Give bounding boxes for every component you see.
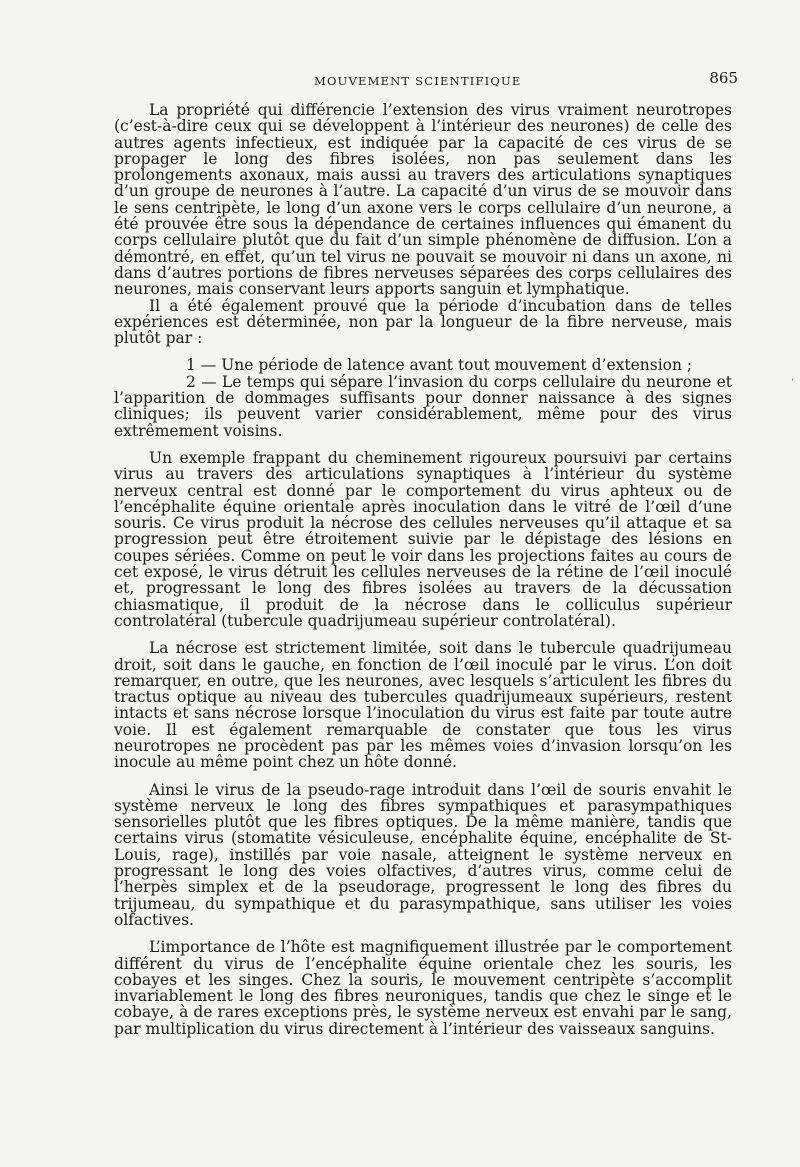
page [114, 0, 738, 1038]
paragraph: Ainsi le virus de la pseudo-rage introduit dans l’œil de souris envahit le système nerveux le long des fibres sympathiques et parasympathiques sensorielles plutôt que les fibres optiques. De la même manière, tandis que certains virus (stomatite vésiculeuse, encéphalite équine, encéphalite de St-Louis, rage), instillés par voie nasale, atteignent le système nerveux en progressant le long des voies olfactives, d’autres virus, comme celui de l’herpès simplex et de la pseudorage, progressent le long des fibres du trijumeau, du sympathique et du parasympathique, sans utiliser les voies olfactives. [114, 780, 732, 929]
stray-mark: ‘ [791, 378, 794, 388]
list-item: 1 — Une période de latence avant tout mouvement d’extension ; [186, 356, 693, 375]
running-head: MOUVEMENT SCIENTIFIQUE [314, 74, 522, 88]
paragraph: L’importance de l’hôte est magnifiquement illustrée par le comportement différent du virus de l’encéphalite équine orientale chez les souris, les cobayes et les singes. Chez la souris, le mouvement centripète s’accomplit invariablement le long des fibres neuroniques, tandis que chez le singe et le cobaye, à de rares exceptions près, le système nerveux est envahi par le sang, par multiplication du virus directement à l’intérieur des vaisseaux sanguins. [114, 938, 732, 1038]
paragraph: La propriété qui différencie l’extension des virus vraiment neurotropes (c’est-à-dire ceux qui se développent à l’intérieur des neurones) de celle des autres agents infectieux, est indiquée par la capacité de ces virus de se propager le long des fibres isolées, non pas seulement dans les prolongements axonaux, mais aussi au travers des articulations synaptiques d’un groupe de neurones à l’autre. La capacité d’un virus de se mouvoir dans le sens centripète, le long d’un axone vers le corps cellulaire d’un neurone, a été prouvée être sous la dépendance de certaines influences qui émanent du corps cellulaire plutôt que du fait d’un simple phénomène de diffusion. L’on a démontré, en effet, qu’un tel virus ne pouvait se mouvoir ni dans un axone, ni dans d’autres portions de fibres nerveuses séparées des corps cellulaires des neurones, mais conservant leurs apports sanguin et lymphatique. [114, 101, 732, 299]
page-number: 865 [709, 69, 738, 87]
paragraph: La nécrose est strictement limitée, soit dans le tubercule quadrijumeau droit, soit dans le gauche, en fonction de l’œil inoculé par le virus. L’on doit remarquer, en outre, que les neurones, avec lesquels s’articulent les fibres du tractus optique au niveau des tubercules quadrijumeaux supérieurs, restent intacts et sans nécrose lorsque l’inoculation du virus est faite par toute autre voie. Il est également remarquable de constater que tous les virus neurotropes ne procèdent pas par les mêmes voies d’invasion lorsqu’on les inocule au même point chez un hôte donné. [114, 639, 732, 772]
body-text [114, 102, 732, 1037]
list-item: 2 — Le temps qui sépare l’invasion du corps cellulaire du neurone et l’apparition de dommages suffisants pour donner naissance à des signes cliniques; ils peuvent varier considérablement, même pour des virus extrêmement voisins. [114, 372, 732, 440]
page-header [114, 0, 738, 108]
paragraph: Il a été également prouvé que la période d’incubation dans de telles expériences est déterminée, non par la longueur de la fibre nerveuse, mais plutôt par : [114, 296, 732, 348]
paragraph: Un exemple frappant du cheminement rigoureux poursuivi par certains virus au travers des articulations synaptiques à l’intérieur du système nerveux central est donné par le comportement du virus aphteux ou de l’encéphalite équine orientale après inoculation dans le vitré de l’œil d’une souris. Ce virus produit la nécrose des cellules nerveuses qu’il attaque et sa progression peut être étroitement suivie par le dépistage des lésions en coupes sériées. Comme on peut le voir dans les projections faites au cours de cet exposé, le virus détruit les cellules nerveuses de la rétine de l’œil inoculé et, progressant le long des fibres isolées au travers de la décussation chiasmatique, il produit de la nécrose dans le colliculus supérieur controlatéral (tubercule quadrijumeau supérieur controlatéral). [114, 448, 732, 630]
